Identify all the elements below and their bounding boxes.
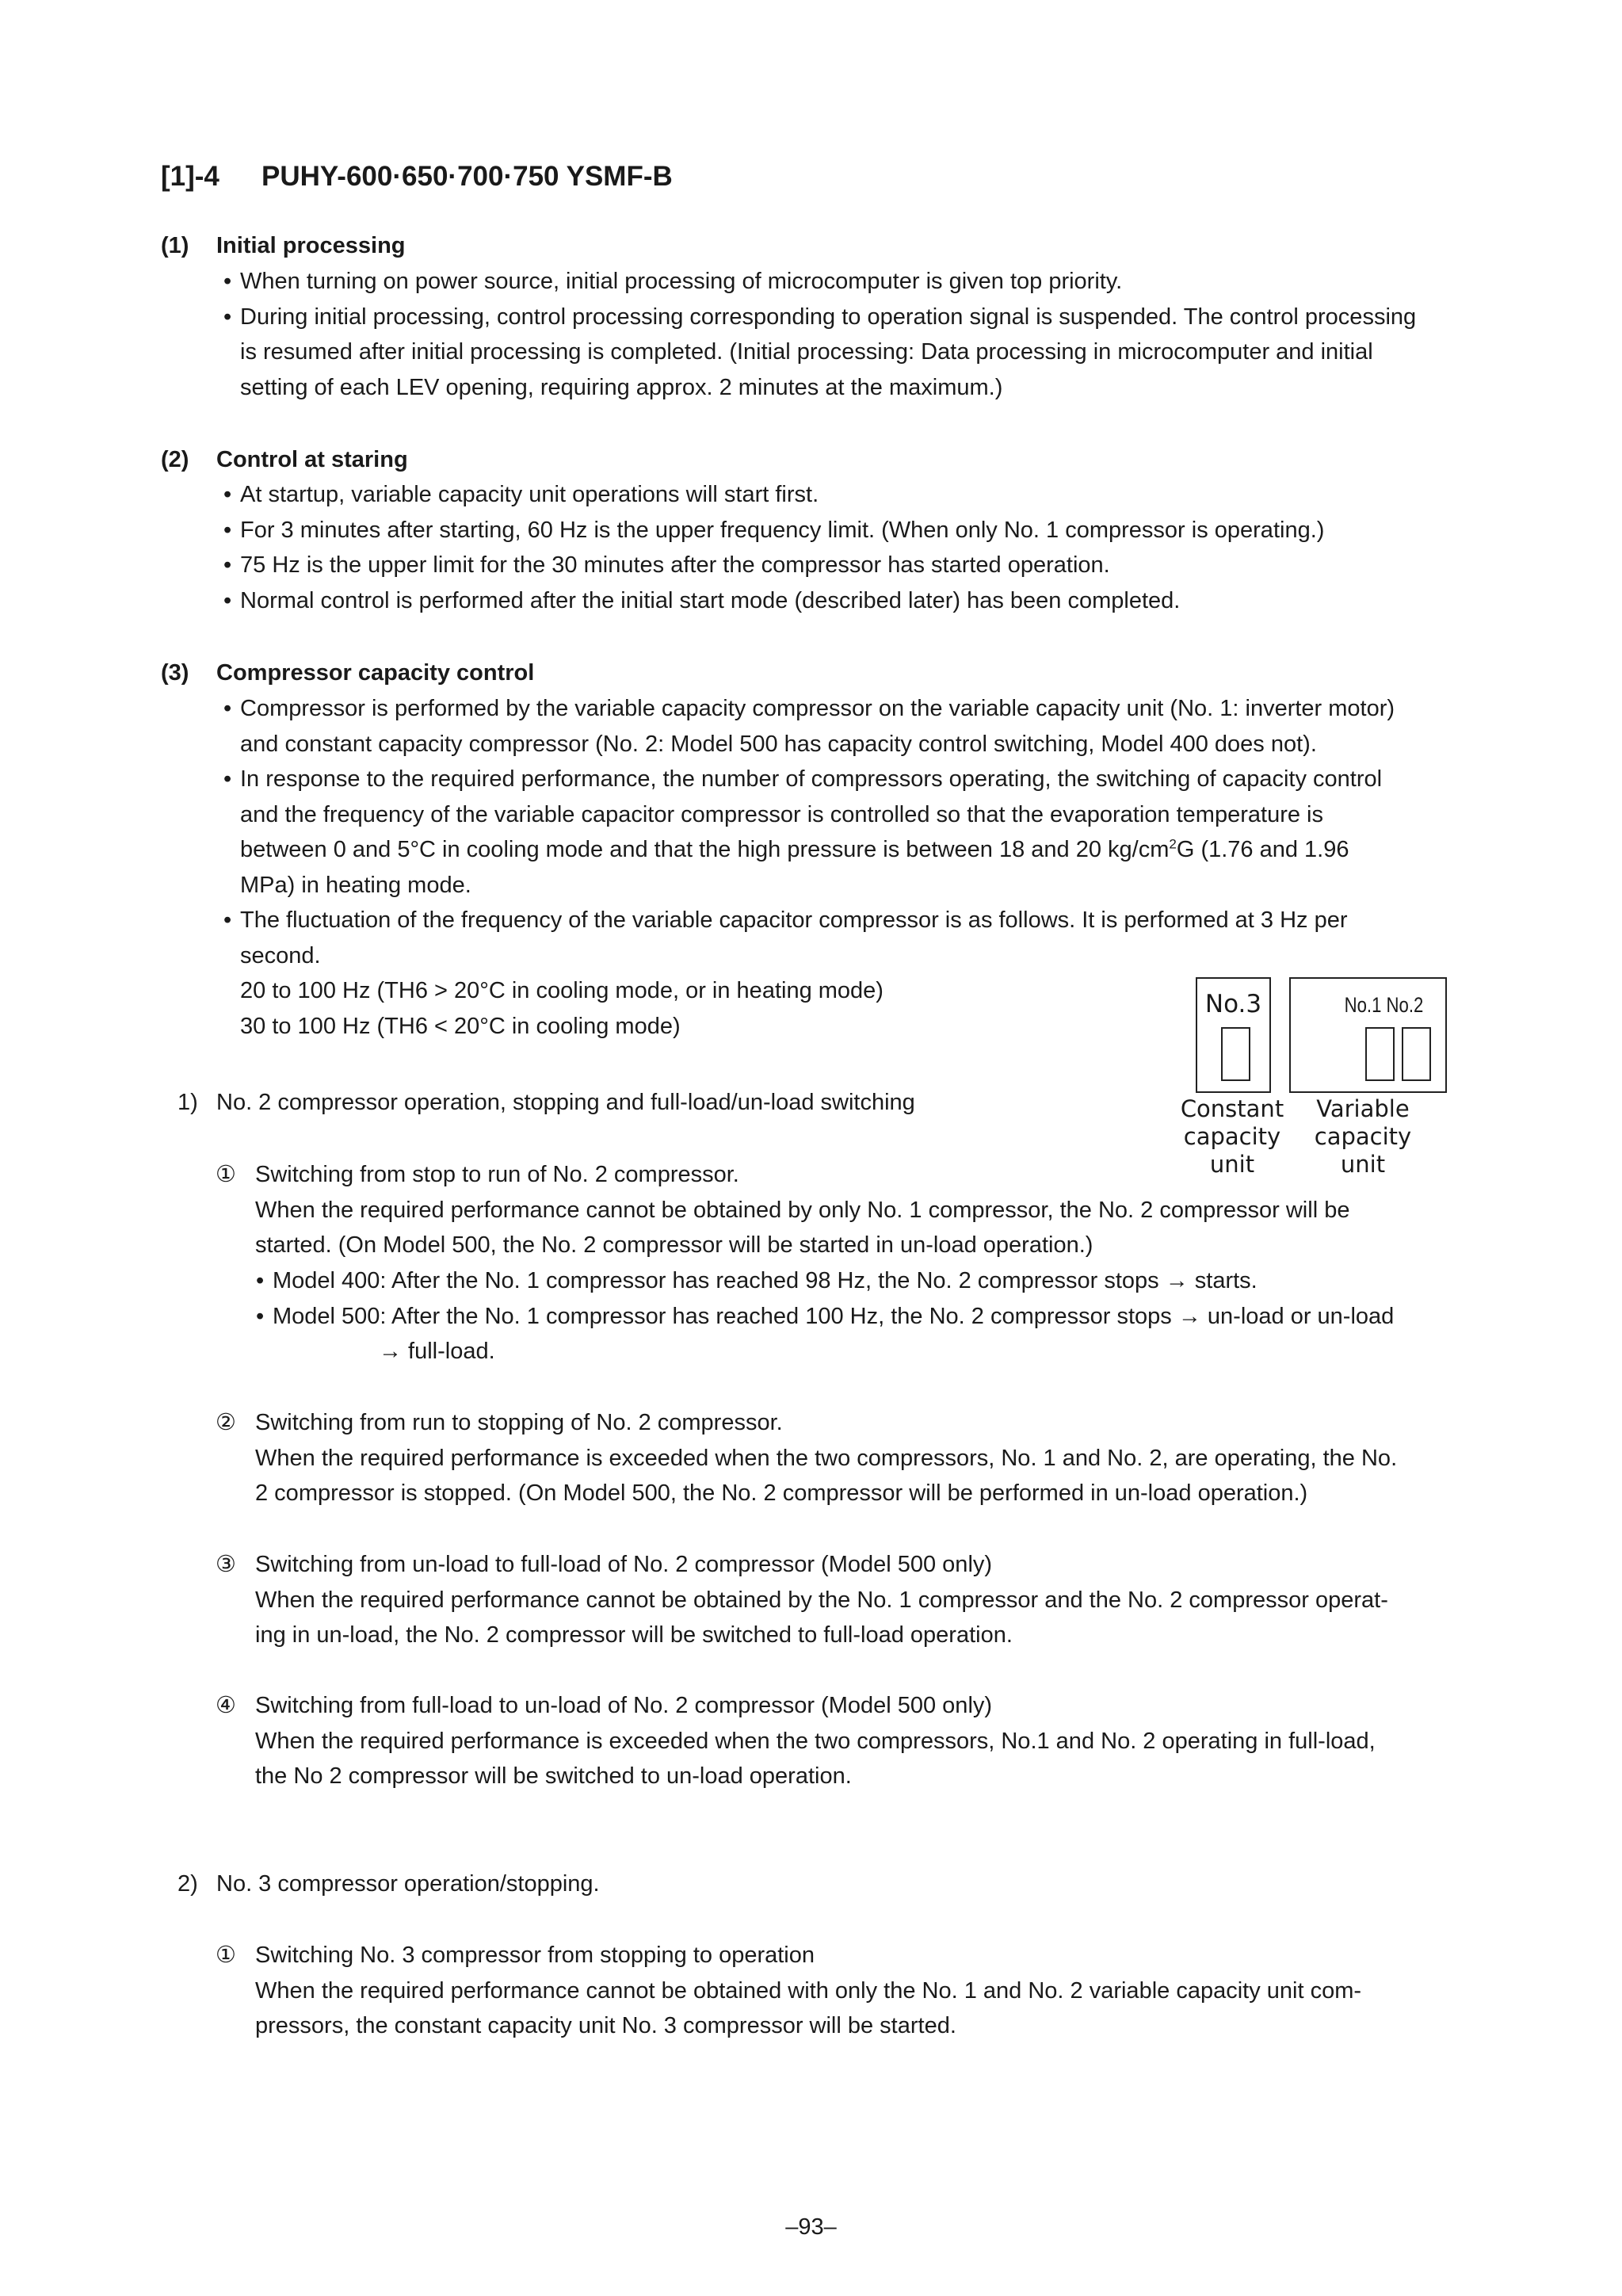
bullet: • Compressor is performed by the variable capacity compressor on the variable capacity unit (No. 1: inverter motor) (240, 691, 1395, 727)
bullet: • When turning on power source, initial processing of microcomputer is given top priority. (240, 264, 1416, 300)
bullet: • At startup, variable capacity unit operations will start first. (240, 477, 1324, 513)
constant-unit-caption: Constant capacity unit (1180, 1095, 1284, 1178)
bullet: • Normal control is performed after the initial start mode (described later) has been completed. (240, 583, 1324, 619)
model-title: PUHY-600·650·700·750 YSMF-B (261, 161, 673, 192)
section-3-body: • Compressor is performed by the variable capacity compressor on the variable capacity unit (No. 1: inverter motor) and constant capacity compressor (No. 2: Model 500 has capacity control switching, Model 400 does not). • In response to the required performance, the number of compressors operating, the switching of capacity control and the frequency of the variable capacitor compressor is controlled so that the evaporation temperature is between 0 and 5°C in cooling mode and that the high pressure is between 18 and 20 $kg/cm^2G$ (1.76 and 1.96 MPa) in heating mode. • The fluctuation of the frequency of the variable capacitor compressor is as follows. It is performed at 3 Hz per second. 20 to 100 Hz (TH6 > 20°C in cooling mode, or in heating mode) 30 to 100 Hz (TH6 < 20°C in cooling mode) (240, 691, 1395, 1044)
bullet: • Model 400: After the No. 1 compressor has reached 98 Hz, the No. 2 compressor stops → starts. (273, 1263, 1394, 1299)
part-2-item-1: Switching No. 3 compressor from stopping to operation When the required performance cannot be obtained with only the No. 1 and No. 2 variable capacity unit com- pressors, the constant capacity unit No. 3 compressor will be started. (255, 1943, 1362, 2038)
part-2-heading: 2) No. 3 compressor operation/stopping. (177, 1871, 600, 1897)
bullet: • During initial processing, control processing corresponding to operation signal is suspended. The control processing (240, 300, 1416, 335)
bullet: • The fluctuation of the frequency of the variable capacitor compressor is as follows. It is performed at 3 Hz per (240, 903, 1395, 938)
bullet: • For 3 minutes after starting, 60 Hz is the upper frequency limit. (When only No. 1 compressor is operating.) (240, 513, 1324, 548)
bullet: • 75 Hz is the upper limit for the 30 minutes after the compressor has started operation. (240, 548, 1324, 583)
item-4-mark: ④ (216, 1693, 236, 1718)
part-2-item-1-mark: ① (216, 1943, 236, 1968)
item-2-mark: ② (216, 1410, 236, 1435)
page-title (161, 157, 673, 197)
section-2-heading: (2) Control at staring (161, 447, 408, 472)
section-3-heading: (3) Compressor capacity control (161, 660, 535, 686)
item-4: Switching from full-load to un-load of No. 2 compressor (Model 500 only) When the required performance is exceeded when the two compressors, No.1 and No. 2 operating in full-load, the No 2 compressor will be switched to un-load operation. (255, 1693, 1376, 1789)
variable-unit-caption: Variable capacity unit (1314, 1095, 1412, 1178)
item-1-bullets (273, 1263, 1394, 1334)
frequency-range: 20 to 100 Hz (TH6 > 20°C in cooling mode, or in heating mode) (240, 978, 884, 1003)
item-2: Switching from run to stopping of No. 2 compressor. When the required performance is exceeded when the two compressors, No. 1 and No. 2, are operating, the No. 2 compressor is stopped. (On Model 500, the No. 2 compressor will be performed in un-load operation.) (255, 1410, 1398, 1506)
constant-unit-label: No.3 (1204, 990, 1262, 1018)
item-3: Switching from un-load to full-load of No. 2 compressor (Model 500 only) When the required performance cannot be obtained by the No. 1 compressor and the No. 2 compressor operat- ing in un-load, the No. 2 compressor will be switched to full-load operation. (255, 1552, 1388, 1648)
page-number: –93– (785, 2214, 837, 2240)
item-1: Switching from stop to run of No. 2 compressor. When the required performance cannot be obtained by only No. 1 compressor, the No. 2 compressor will be started. (On Model 500, the No. 2 compressor will be started in un-load operation.) (255, 1162, 1350, 1258)
variable-unit-label: No.1 No.2 (1344, 993, 1424, 1017)
compressor-no2-icon (1402, 1027, 1431, 1081)
item-3-mark: ③ (216, 1552, 236, 1577)
bullet: • Model 500: After the No. 1 compressor has reached 100 Hz, the No. 2 compressor stops → un-load or un-load (273, 1299, 1394, 1335)
section-number: [1]-4 (161, 161, 219, 192)
bullet: • In response to the required performance, the number of compressors operating, the switching of capacity control (240, 762, 1395, 797)
part-1-heading: 1) No. 2 compressor operation, stopping and full-load/un-load switching (177, 1090, 915, 1115)
section-1-heading: (1) Initial processing (161, 233, 406, 258)
item-1-continuation: → full-load. (379, 1339, 495, 1364)
compressor-no3-icon (1221, 1027, 1250, 1081)
compressor-no1-icon (1365, 1027, 1395, 1081)
item-1-mark: ① (216, 1162, 236, 1187)
section-1-body: • When turning on power source, initial processing of microcomputer is given top priority. • During initial processing, control processing corresponding to operation signal is suspended. The control processing is resumed after initial processing is completed. (Initial processing: Data processing in microcomputer and initial setting of each LEV opening, requiring approx. 2 minutes at the maximum.) (240, 264, 1416, 405)
frequency-range: 30 to 100 Hz (TH6 < 20°C in cooling mode) (240, 1013, 681, 1039)
section-2-body (240, 477, 1324, 618)
